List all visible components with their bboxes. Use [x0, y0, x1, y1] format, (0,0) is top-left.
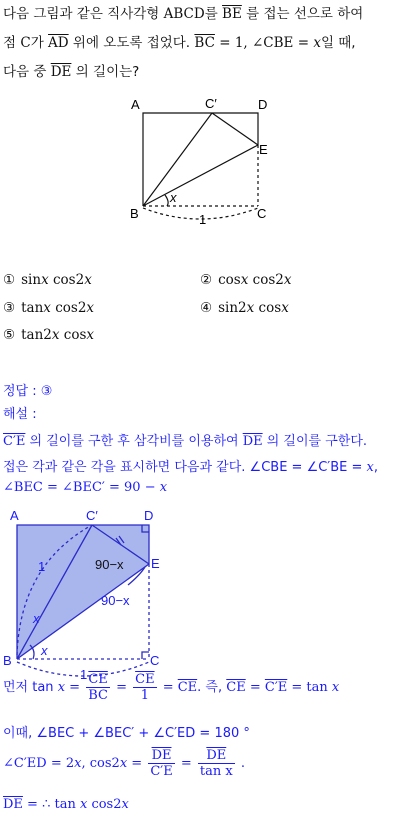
- math-line-2: 이때, ∠BEC + ∠BEC′ + ∠C′ED = 180 °: [3, 726, 250, 741]
- answer-label: 정답 : ③: [3, 384, 53, 399]
- math-line-4: $\overline{DE}$ = ∴ tan x cos2x: [3, 797, 129, 812]
- figure-solution-diagram: [0, 505, 400, 682]
- fig1-label-c-prime: C′: [205, 96, 217, 111]
- choice-2[interactable]: ② cosx cos2x: [200, 272, 292, 288]
- fraction-ce-bc: $\frac{\overline{CE}}{BC}$: [88, 672, 108, 703]
- fig1-label-1: 1: [199, 212, 207, 227]
- explanation-line-3: ∠BEC = ∠BEC′ = 90 − x: [3, 480, 168, 495]
- segment-ad: $\overline{AD}$: [48, 35, 69, 51]
- fig2-label-x1: x: [33, 611, 40, 626]
- choice-4[interactable]: ④ sin2x cosx: [200, 300, 289, 316]
- fig2-label-1-diag: 1: [38, 559, 46, 574]
- math-line-3: ∠C′ED = 2x, cos2x = $\frac{\overline{DE}}{C'E}$ = $\frac{\overline{DE}}{\text{tan x}}$ .: [3, 748, 245, 779]
- question-line-3: 다음 중 $\overline{DE}$ 의 길이는?: [3, 64, 140, 80]
- fig2-label-d: D: [144, 508, 154, 523]
- fig1-label-d: D: [258, 97, 268, 112]
- fig1-label-b: B: [130, 206, 139, 221]
- fig1-line-be: [143, 145, 258, 206]
- choice-3[interactable]: ③ tanx cos2x: [3, 300, 95, 316]
- fig1-label-x: x: [170, 190, 177, 205]
- fraction-de-tan: $\frac{\overline{DE}}{\text{tan x}}$: [199, 748, 233, 779]
- fig1-line-bc-prime: [143, 113, 212, 206]
- segment-bc: $\overline{BC}$: [194, 35, 215, 51]
- figure-folded-rectangle: [0, 90, 400, 230]
- fraction-de-cpe: $\frac{\overline{DE}}{C'E}$: [150, 748, 173, 779]
- explanation-line-1: C′E 의 길이를 구한 후 삼각비를 이용하여 $\overline{DE}$ 의 길이를 구한다.: [3, 434, 368, 449]
- fig1-label-e: E: [259, 142, 268, 157]
- fraction-ce-1: $\frac{\overline{CE}}{1}$: [135, 672, 155, 703]
- question-line-2: 점 C가 $\overline{AD}$ 위에 오도록 접었다. $\overline{BC} = 1$, ∠CBE = x일 때,: [3, 35, 356, 51]
- fig2-label-angle-top: 90−x: [95, 557, 124, 572]
- fig2-label-1-bottom: 1: [80, 667, 88, 682]
- fig2-label-x2: x: [41, 643, 48, 658]
- fig2-right-angle-c: [142, 652, 149, 659]
- fig1-rect-solid: [143, 113, 258, 206]
- fig2-label-angle-side: 90−x: [101, 593, 130, 608]
- segment-de: $\overline{DE}$: [50, 64, 72, 80]
- fig1-label-a: A: [131, 97, 140, 112]
- question-line-1: 다음 그림과 같은 직사각형 ABCD를 $\overline{BE}$ 를 접는 선으로 하여: [3, 6, 364, 22]
- fig2-label-c: C: [150, 653, 160, 668]
- choice-5[interactable]: ⑤ tan2x cosx: [3, 327, 95, 343]
- explanation-label: 해설 :: [3, 407, 37, 422]
- fig1-label-c: C: [257, 206, 267, 221]
- fig2-label-a: A: [10, 508, 19, 523]
- fig1-line-c-prime-e: [212, 113, 258, 145]
- fig2-label-b: B: [3, 653, 12, 668]
- fig2-label-e: E: [151, 556, 160, 571]
- choice-1[interactable]: ① sinx cos2x: [3, 272, 92, 288]
- math-line-1: 먼저 tan x = $\frac{\overline{CE}}{BC}$ = $\frac{\overline{CE}}{1}$ = $\overline{CE}$. 즉, $\overline{CE} = C'E = \tan x$: [3, 672, 340, 703]
- fig1-angle-arc: [165, 195, 168, 206]
- segment-be: $\overline{BE}$: [222, 6, 242, 22]
- explanation-line-2: 접은 각과 같은 각을 표시하면 다음과 같다. ∠CBE = ∠C′BE = x,: [3, 460, 379, 475]
- fig2-label-c-prime: C′: [86, 508, 98, 523]
